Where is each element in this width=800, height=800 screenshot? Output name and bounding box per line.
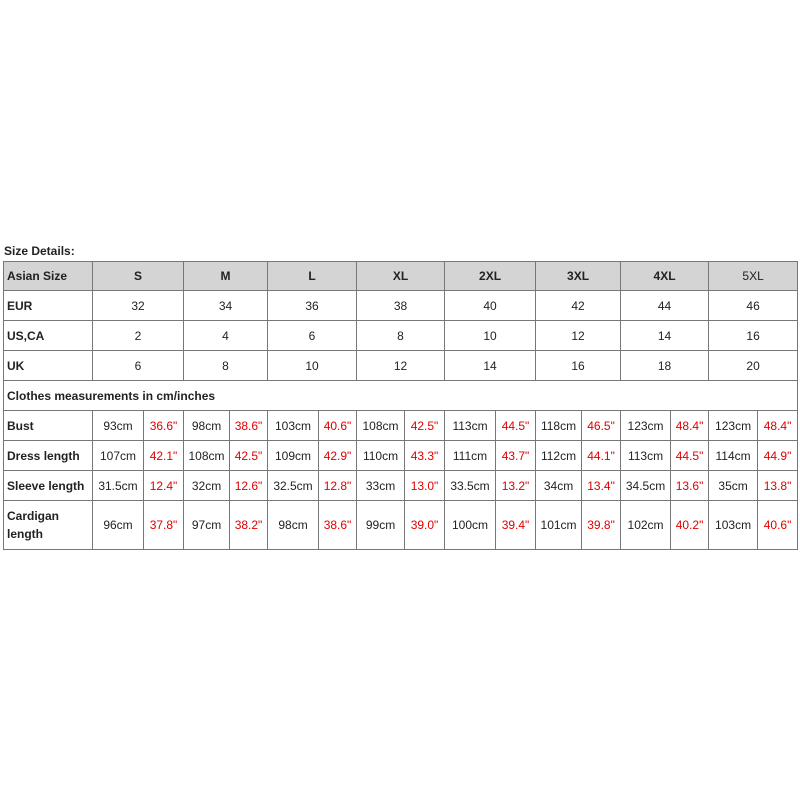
row-label: UK bbox=[4, 351, 93, 381]
cm-cell: 32.5cm bbox=[268, 471, 319, 501]
table-cell: 16 bbox=[536, 351, 621, 381]
row-label: Bust bbox=[4, 411, 93, 441]
row-label: US,CA bbox=[4, 321, 93, 351]
cm-cell: 33.5cm bbox=[445, 471, 496, 501]
table-cell: 10 bbox=[268, 351, 357, 381]
cm-cell: 96cm bbox=[93, 501, 144, 550]
size-header-cell: 4XL bbox=[621, 262, 709, 291]
inch-cell: 39.0" bbox=[405, 501, 445, 550]
table-cell: 40 bbox=[445, 291, 536, 321]
table-cell: 44 bbox=[621, 291, 709, 321]
row-label: EUR bbox=[4, 291, 93, 321]
cm-cell: 31.5cm bbox=[93, 471, 144, 501]
cm-cell: 35cm bbox=[709, 471, 758, 501]
inch-cell: 13.6" bbox=[671, 471, 709, 501]
table-cell: 6 bbox=[93, 351, 184, 381]
inch-cell: 13.8" bbox=[758, 471, 798, 501]
cm-cell: 103cm bbox=[709, 501, 758, 550]
cm-cell: 123cm bbox=[709, 411, 758, 441]
inch-cell: 39.4" bbox=[496, 501, 536, 550]
inch-cell: 12.6" bbox=[230, 471, 268, 501]
inch-cell: 40.6" bbox=[758, 501, 798, 550]
table-cell: 18 bbox=[621, 351, 709, 381]
inch-cell: 13.2" bbox=[496, 471, 536, 501]
table-cell: 8 bbox=[357, 321, 445, 351]
table-row-cardigan-length bbox=[4, 501, 798, 550]
table-cell: 38 bbox=[357, 291, 445, 321]
table-header-row bbox=[4, 262, 798, 291]
inch-cell: 38.6" bbox=[319, 501, 357, 550]
inch-cell: 36.6" bbox=[144, 411, 184, 441]
cm-cell: 114cm bbox=[709, 441, 758, 471]
cm-cell: 123cm bbox=[621, 411, 671, 441]
cm-cell: 108cm bbox=[357, 411, 405, 441]
row-label: Cardigan length bbox=[4, 501, 93, 550]
cm-cell: 33cm bbox=[357, 471, 405, 501]
table-cell: 20 bbox=[709, 351, 798, 381]
section-row bbox=[4, 381, 798, 411]
cm-cell: 103cm bbox=[268, 411, 319, 441]
inch-cell: 48.4" bbox=[758, 411, 798, 441]
size-header-cell: 5XL bbox=[709, 262, 798, 291]
inch-cell: 39.8" bbox=[582, 501, 621, 550]
inch-cell: 42.9" bbox=[319, 441, 357, 471]
row-label: Dress length bbox=[4, 441, 93, 471]
size-details-title: Size Details: bbox=[4, 244, 75, 258]
cm-cell: 101cm bbox=[536, 501, 582, 550]
cm-cell: 99cm bbox=[357, 501, 405, 550]
size-header-cell: S bbox=[93, 262, 184, 291]
cm-cell: 93cm bbox=[93, 411, 144, 441]
table-cell: 12 bbox=[536, 321, 621, 351]
size-chart-table bbox=[3, 261, 798, 550]
inch-cell: 42.5" bbox=[230, 441, 268, 471]
inch-cell: 40.2" bbox=[671, 501, 709, 550]
inch-cell: 40.6" bbox=[319, 411, 357, 441]
inch-cell: 38.6" bbox=[230, 411, 268, 441]
row-label: Sleeve length bbox=[4, 471, 93, 501]
cm-cell: 108cm bbox=[184, 441, 230, 471]
inch-cell: 42.5" bbox=[405, 411, 445, 441]
cm-cell: 113cm bbox=[621, 441, 671, 471]
table-row-uk bbox=[4, 351, 798, 381]
cm-cell: 32cm bbox=[184, 471, 230, 501]
inch-cell: 46.5" bbox=[582, 411, 621, 441]
table-row-eur bbox=[4, 291, 798, 321]
cm-cell: 109cm bbox=[268, 441, 319, 471]
inch-cell: 13.0" bbox=[405, 471, 445, 501]
cm-cell: 97cm bbox=[184, 501, 230, 550]
inch-cell: 12.8" bbox=[319, 471, 357, 501]
table-cell: 2 bbox=[93, 321, 184, 351]
inch-cell: 42.1" bbox=[144, 441, 184, 471]
size-header-cell: L bbox=[268, 262, 357, 291]
table-row-us-ca bbox=[4, 321, 798, 351]
table-cell: 6 bbox=[268, 321, 357, 351]
cm-cell: 112cm bbox=[536, 441, 582, 471]
inch-cell: 43.7" bbox=[496, 441, 536, 471]
table-cell: 36 bbox=[268, 291, 357, 321]
table-cell: 32 bbox=[93, 291, 184, 321]
cm-cell: 113cm bbox=[445, 411, 496, 441]
cm-cell: 110cm bbox=[357, 441, 405, 471]
size-header-cell: M bbox=[184, 262, 268, 291]
table-cell: 42 bbox=[536, 291, 621, 321]
cm-cell: 34cm bbox=[536, 471, 582, 501]
cm-cell: 100cm bbox=[445, 501, 496, 550]
cm-cell: 98cm bbox=[268, 501, 319, 550]
cm-cell: 118cm bbox=[536, 411, 582, 441]
table-cell: 4 bbox=[184, 321, 268, 351]
cm-cell: 98cm bbox=[184, 411, 230, 441]
cm-cell: 107cm bbox=[93, 441, 144, 471]
section-heading: Clothes measurements in cm/inches bbox=[4, 381, 798, 411]
size-header-cell: 3XL bbox=[536, 262, 621, 291]
inch-cell: 44.9" bbox=[758, 441, 798, 471]
inch-cell: 37.8" bbox=[144, 501, 184, 550]
cm-cell: 34.5cm bbox=[621, 471, 671, 501]
table-cell: 10 bbox=[445, 321, 536, 351]
table-cell: 12 bbox=[357, 351, 445, 381]
size-header-cell: 2XL bbox=[445, 262, 536, 291]
cm-cell: 111cm bbox=[445, 441, 496, 471]
inch-cell: 44.5" bbox=[671, 441, 709, 471]
inch-cell: 12.4" bbox=[144, 471, 184, 501]
inch-cell: 13.4" bbox=[582, 471, 621, 501]
table-row-bust bbox=[4, 411, 798, 441]
table-cell: 14 bbox=[445, 351, 536, 381]
table-row-dress-length bbox=[4, 441, 798, 471]
table-cell: 16 bbox=[709, 321, 798, 351]
table-cell: 46 bbox=[709, 291, 798, 321]
inch-cell: 44.5" bbox=[496, 411, 536, 441]
inch-cell: 44.1" bbox=[582, 441, 621, 471]
table-cell: 8 bbox=[184, 351, 268, 381]
inch-cell: 48.4" bbox=[671, 411, 709, 441]
header-label-cell: Asian Size bbox=[4, 262, 93, 291]
inch-cell: 38.2" bbox=[230, 501, 268, 550]
inch-cell: 43.3" bbox=[405, 441, 445, 471]
table-row-sleeve-length bbox=[4, 471, 798, 501]
table-cell: 14 bbox=[621, 321, 709, 351]
cm-cell: 102cm bbox=[621, 501, 671, 550]
table-cell: 34 bbox=[184, 291, 268, 321]
size-header-cell: XL bbox=[357, 262, 445, 291]
